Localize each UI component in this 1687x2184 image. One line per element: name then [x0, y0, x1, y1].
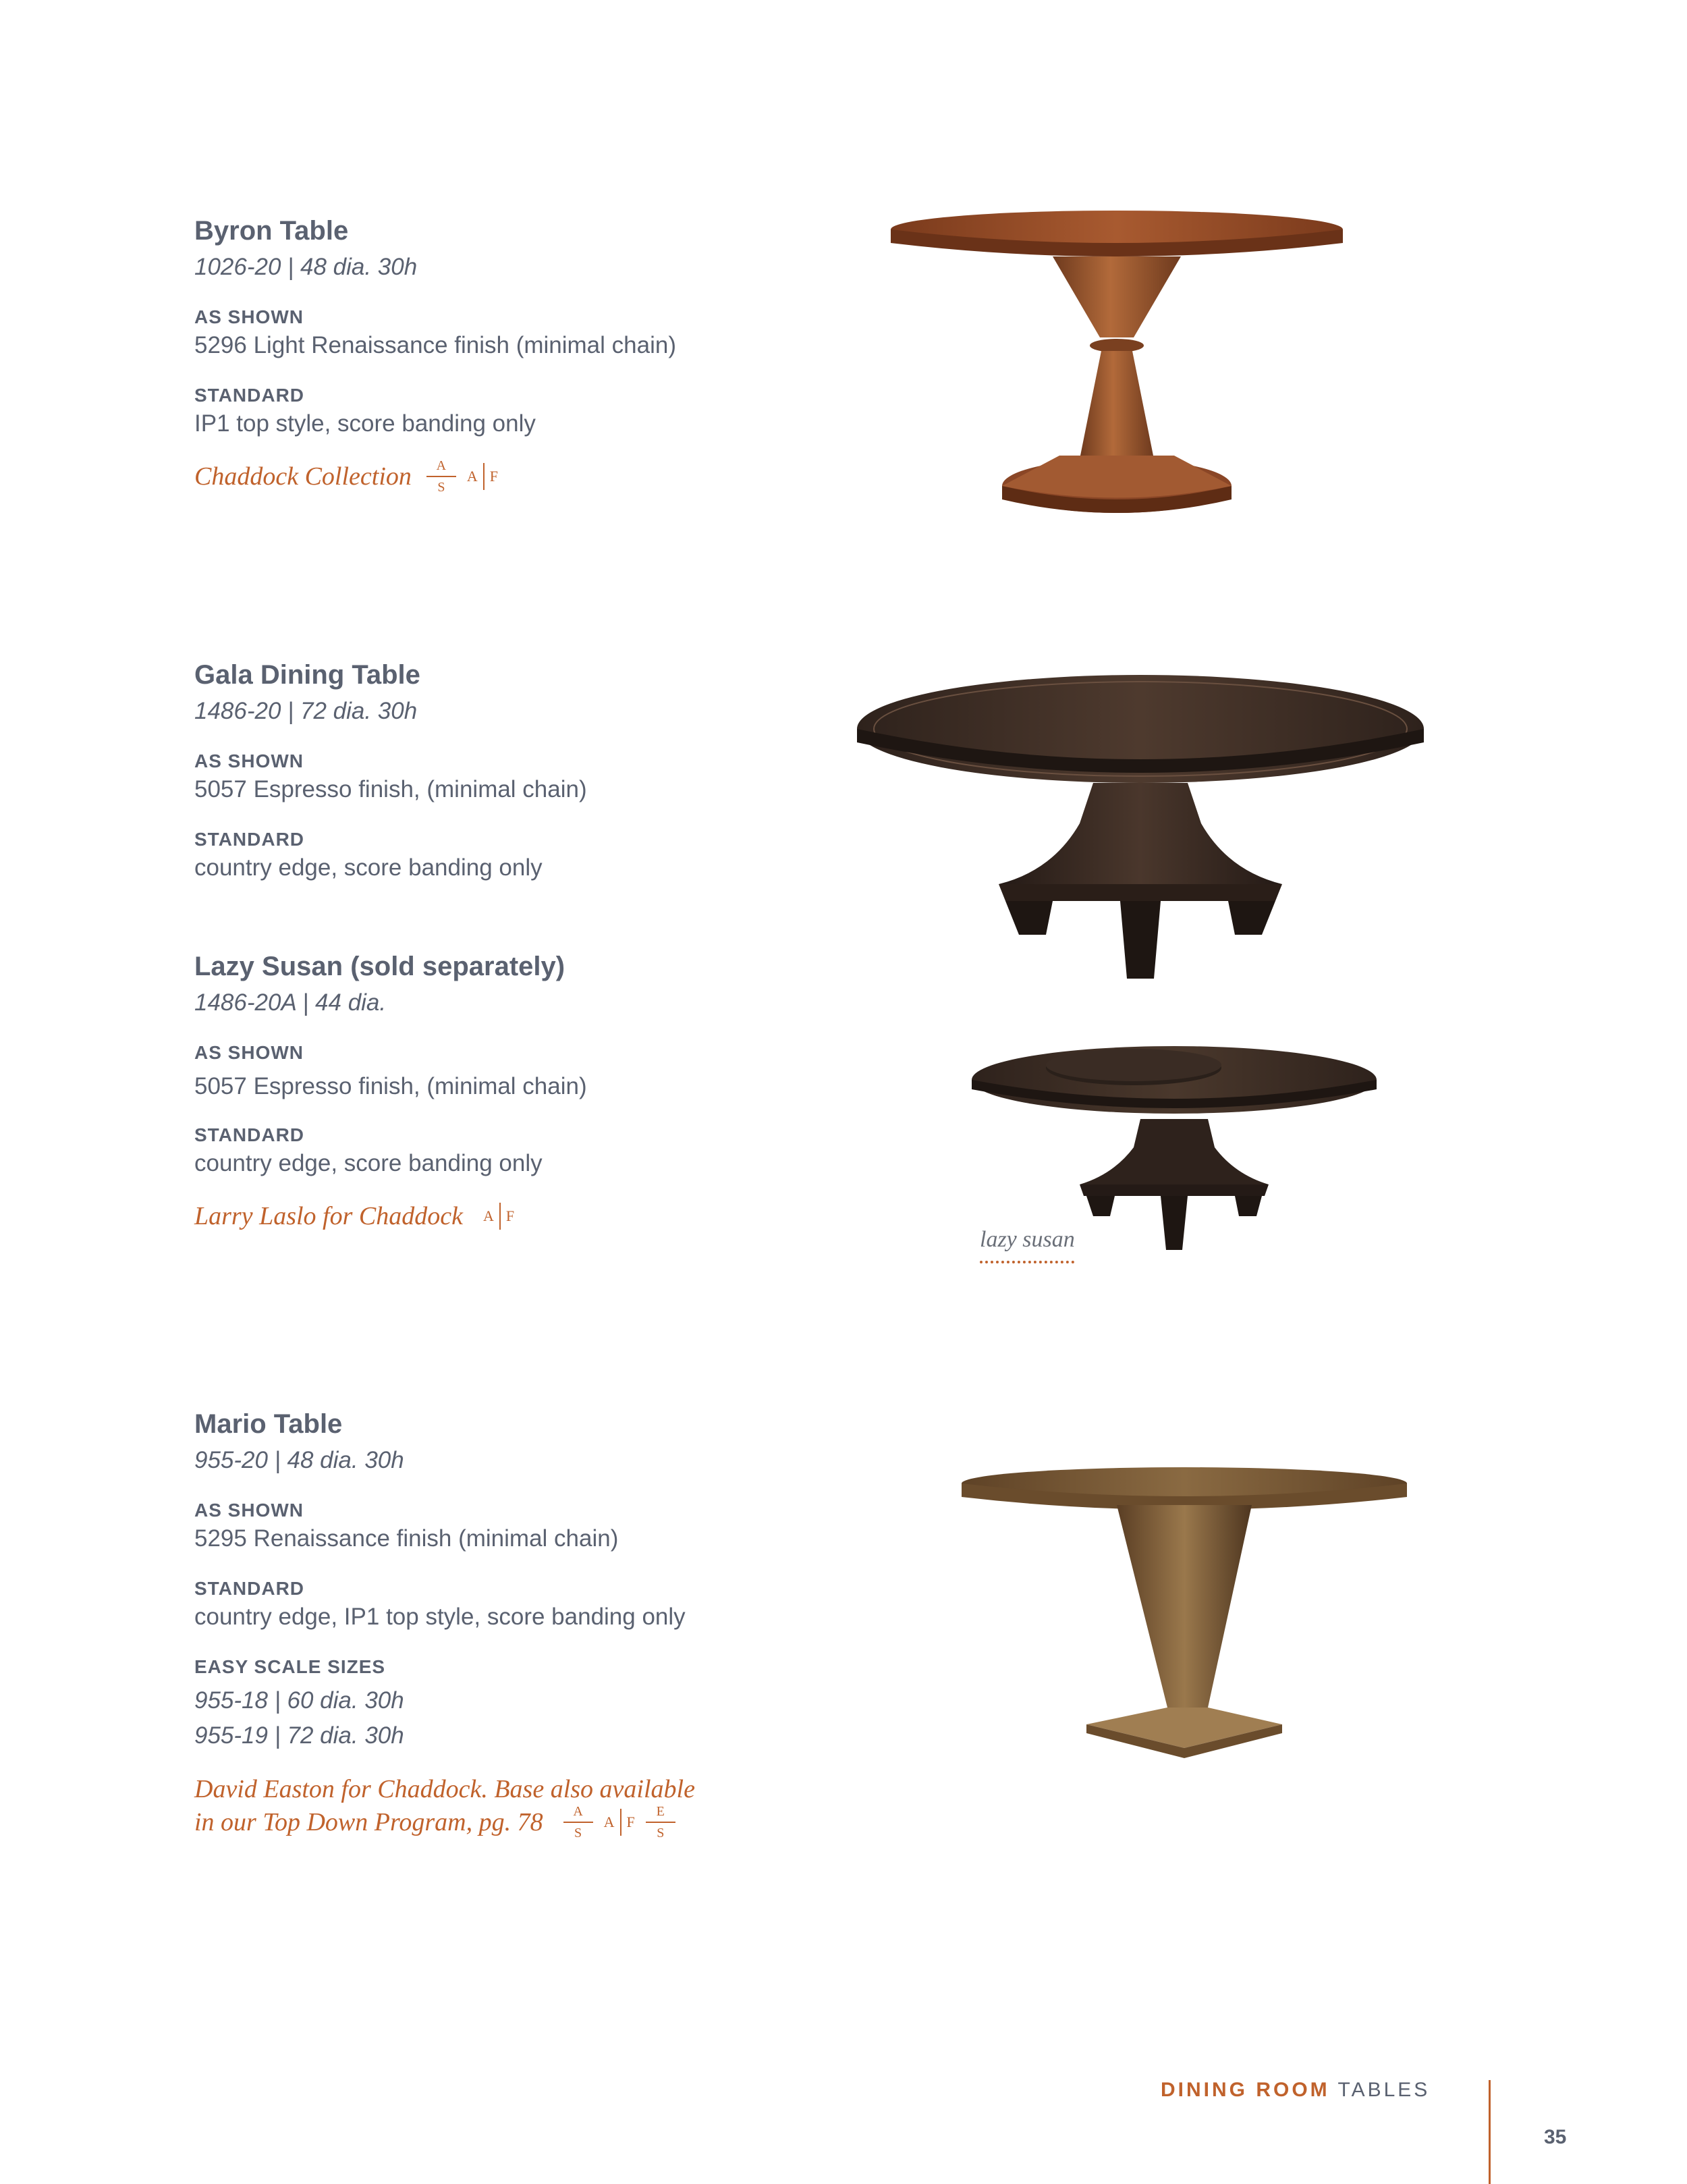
product-spec: 955-20 | 48 dia. 30h	[194, 1447, 404, 1473]
designer-line	[194, 459, 503, 494]
as-shown-label: AS SHOWN	[194, 1500, 304, 1521]
subsection-title: TABLES	[1337, 2079, 1431, 2101]
product-name: Mario Table	[194, 1409, 343, 1439]
as-shown-label: AS SHOWN	[194, 750, 304, 771]
caption-underline	[980, 1261, 1074, 1263]
designer-name: Larry Laslo for Chaddock	[194, 1202, 463, 1230]
af-symbol: A F	[467, 463, 498, 490]
mario-table-image	[951, 1458, 1410, 1782]
page-number: 35	[1544, 2126, 1567, 2148]
standard-label: STANDARD	[194, 829, 305, 850]
as-shown-label: AS SHOWN	[194, 1042, 304, 1063]
fraction-symbol: $\frac{E}{S}$	[646, 1805, 675, 1840]
as-shown-text: 5057 Espresso finish, (minimal chain)	[194, 776, 587, 802]
easy-scale-label: EASY SCALE SIZES	[194, 1656, 386, 1677]
easy-scale-size: 955-19 | 72 dia. 30h	[194, 1722, 404, 1749]
af-symbol: A F	[604, 1809, 635, 1836]
as-shown-text: 5057 Espresso finish, (minimal chain)	[194, 1073, 587, 1099]
af-symbol: A F	[483, 1203, 514, 1230]
as-shown-text: 5296 Light Renaissance finish (minimal chain)	[194, 332, 676, 358]
standard-text: country edge, score banding only	[194, 1150, 543, 1176]
designer-line	[194, 1805, 681, 1840]
finish-symbols	[421, 459, 503, 494]
designer-name: David Easton for Chaddock. Base also available	[194, 1775, 695, 1803]
byron-section	[194, 217, 348, 244]
footer-divider	[1489, 2080, 1491, 2184]
finish-symbols	[478, 1203, 520, 1230]
as-shown-label: AS SHOWN	[194, 306, 304, 327]
section-footer	[1161, 2080, 1430, 2100]
standard-label: STANDARD	[194, 385, 305, 406]
designer-name: in our Top Down Program, pg. 78	[194, 1808, 543, 1836]
section-title: DINING ROOM	[1161, 2079, 1330, 2101]
standard-text: IP1 top style, score banding only	[194, 410, 536, 437]
standard-label: STANDARD	[194, 1578, 305, 1599]
product-name: Byron Table	[194, 216, 349, 246]
image-caption: lazy susan	[980, 1227, 1075, 1252]
as-shown-text: 5295 Renaissance finish (minimal chain)	[194, 1525, 619, 1552]
gala-table-image	[850, 668, 1431, 992]
standard-text: country edge, score banding only	[194, 854, 543, 881]
designer-name: Chaddock Collection	[194, 462, 412, 491]
standard-text: country edge, IP1 top style, score banding only	[194, 1604, 686, 1630]
easy-scale-size: 955-18 | 60 dia. 30h	[194, 1687, 404, 1714]
product-name: Gala Dining Table	[194, 660, 420, 690]
fraction-symbol: $\frac{A}{S}$	[426, 459, 456, 494]
product-spec: 1486-20 | 72 dia. 30h	[194, 698, 418, 724]
finish-symbols	[558, 1805, 681, 1840]
fraction-symbol: $\frac{A}{S}$	[563, 1805, 593, 1840]
byron-table-image	[884, 202, 1356, 526]
product-name: Lazy Susan (sold separately)	[194, 952, 565, 981]
standard-label: STANDARD	[194, 1124, 305, 1145]
product-spec: 1026-20 | 48 dia. 30h	[194, 254, 418, 280]
designer-line	[194, 1203, 520, 1230]
product-spec: 1486-20A | 44 dia.	[194, 989, 387, 1016]
